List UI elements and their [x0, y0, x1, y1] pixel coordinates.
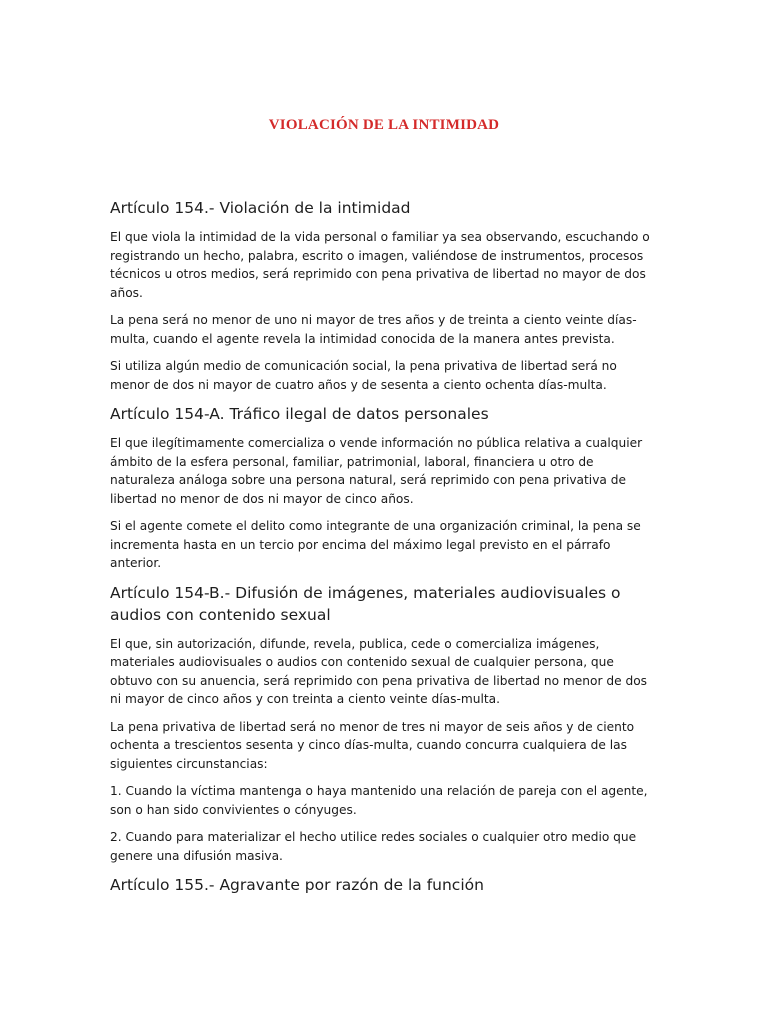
paragraph: La pena privativa de libertad será no menor de tres ni mayor de seis años y de ciento ochenta a trescientos sesenta y cinco días-multa, cuando concurra cualquiera de las siguientes circunstancias:: [110, 719, 635, 771]
paragraph: El que viola la intimidad de la vida personal o familiar ya sea observando, escuchando o registrando un hecho, palabra, escrito o imagen, valiéndose de instrumentos, procesos técnicos u otros medios, será reprimido con pena privativa de libertad no mayor de dos años.: [110, 230, 650, 300]
paragraph: La pena será no menor de uno ni mayor de tres años y de treinta a ciento veinte días-multa, cuando el agente revela la intimidad conocida de la manera antes prevista.: [110, 313, 637, 346]
section-article-154-a: [110, 403, 658, 573]
document-title: VIOLACIÓN DE LA INTIMIDAD: [268, 117, 500, 133]
section-heading: Artículo 154.- Violación de la intimidad: [110, 199, 411, 217]
section-heading: Artículo 154-A. Tráfico ilegal de datos personales: [110, 405, 489, 423]
section-article-154: [110, 197, 658, 394]
section-heading: Artículo 155.- Agravante por razón de la función: [110, 876, 484, 894]
paragraph: El que ilegítimamente comercializa o vende información no pública relativa a cualquier ámbito de la esfera personal, familiar, patrimonial, laboral, financiera u otro de naturaleza análoga sobre una persona natural, será reprimido con pena privativa de libertad no menor de dos ni mayor de cinco años.: [110, 436, 643, 506]
section-article-155: [110, 874, 658, 896]
paragraph: Si el agente comete el delito como integrante de una organización criminal, la pena se incrementa hasta en un tercio por encima del máximo legal previsto en el párrafo anterior.: [110, 519, 641, 570]
section-article-154-b: [110, 582, 658, 866]
paragraph: El que, sin autorización, difunde, revela, publica, cede o comercializa imágenes, materiales audiovisuales o audios con contenido sexual de cualquier persona, que obtuvo con su anuencia, será reprimido con pena privativa de libertad no menor de dos ni mayor de cinco años y con treinta a ciento veinte días-multa.: [110, 636, 647, 706]
paragraph: Si utiliza algún medio de comunicación social, la pena privativa de libertad será no menor de dos ni mayor de cuatro años y de sesenta a ciento ochenta días-multa.: [110, 359, 617, 392]
document-body: [110, 197, 658, 905]
list-item: 1. Cuando la víctima mantenga o haya mantenido una relación de pareja con el agente, son o han sido convivientes o cónyuges.: [110, 784, 648, 817]
section-heading: Artículo 154-B.- Difusión de imágenes, materiales audiovisuales o audios con contenido sexual: [110, 583, 621, 624]
list-item: 2. Cuando para materializar el hecho utilice redes sociales o cualquier otro medio que genere una difusión masiva.: [110, 830, 637, 863]
